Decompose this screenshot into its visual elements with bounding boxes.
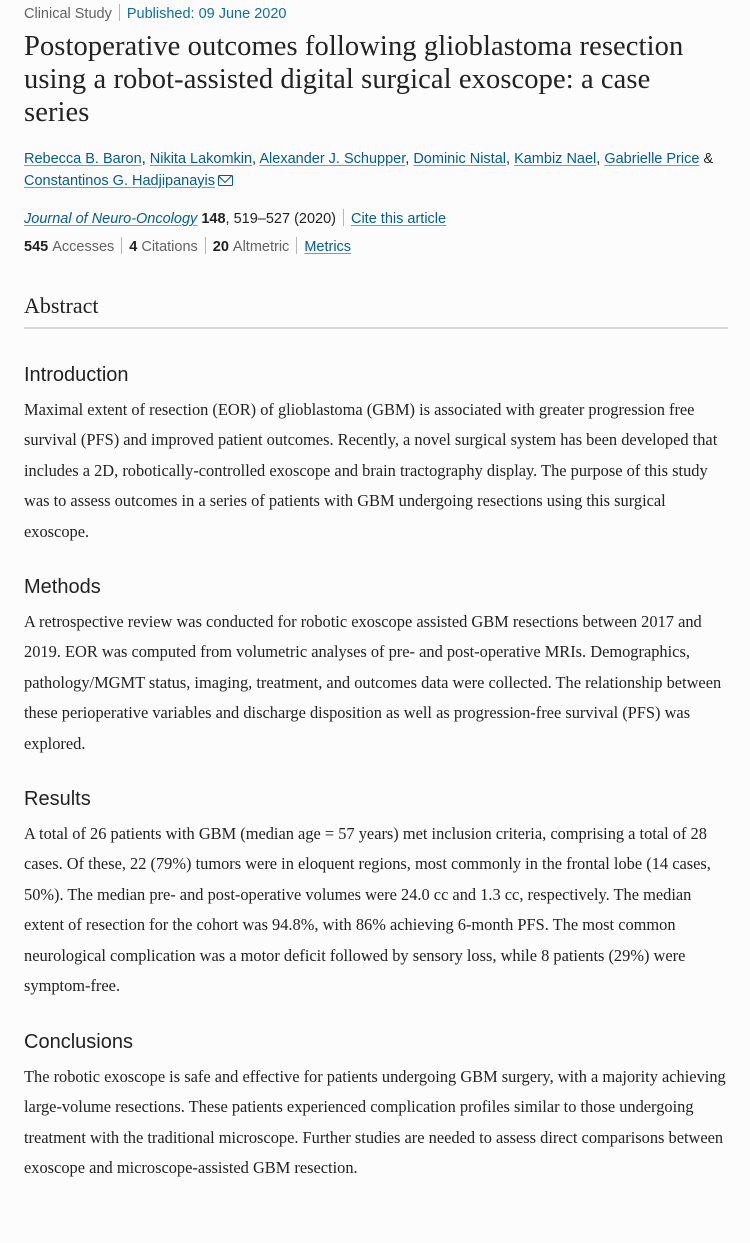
author-link[interactable]: Nikita Lakomkin — [149, 151, 253, 167]
divider — [119, 4, 120, 21]
accesses-label: Accesses — [52, 239, 115, 255]
email-icon[interactable] — [218, 175, 233, 186]
section-text: A total of 26 patients with GBM (median age = 57 years) met inclusion criteria, comprising a total of 28 cases. Of these, 22 (79%) tumors were in eloquent regions, most commonly in the frontal lobe (14 cases, 50%). The median pre- and post-operative volumes were 24.0 cc and 1.3 cc, respectively. The median extent of resection for the cohort was 94.8%, with 86% achieving 6-month PFS. The most common neurological complication was a motor deficit followed by sensory loss, while 8 patients (29%) were symptom-free. — [24, 824, 711, 996]
author-list — [24, 148, 724, 192]
divider — [121, 237, 122, 254]
author-separator: , — [596, 151, 605, 167]
section-heading: Conclusions — [24, 1031, 133, 1053]
citation-line — [24, 209, 446, 227]
section-text: A retrospective review was conducted for robotic exoscope assisted GBM resections between 2017 and 2019. EOR was computed from volumetric analyses of pre- and post-operative MRIs. Demographics, pathology/MGMT status, imaging, treatment, and outcomes data were collected. The relationship between these perioperative variables and discharge disposition as well as progression-free survival (PFS) was explored. — [24, 612, 722, 753]
divider — [205, 237, 206, 254]
author-link[interactable]: Rebecca B. Baron — [24, 151, 142, 167]
article-type: Clinical Study — [24, 6, 112, 22]
pages-year: , 519–527 (2020) — [225, 211, 336, 227]
abstract-section-methods — [24, 574, 728, 759]
altmetric-label: Altmetric — [232, 239, 290, 255]
article-title: Postoperative outcomes following glioblastoma resection using a robot-assisted digital surgical exoscope: a case series — [24, 31, 684, 128]
author-link[interactable]: Gabrielle Price — [604, 151, 700, 167]
accesses-count: 545 — [24, 239, 49, 255]
abstract-section-introduction — [24, 362, 728, 547]
section-text: The robotic exoscope is safe and effective for patients undergoing GBM surgery, with a majority achieving large-volume resections. These patients experienced complication profiles similar to those undergoing treatment with the traditional microscope. Further studies are needed to assess direct comparisons between exoscope and microscope-assisted GBM resection. — [24, 1067, 726, 1178]
abstract-heading: Abstract — [24, 293, 99, 318]
published-date: Published: 09 June 2020 — [126, 6, 287, 22]
section-heading: Methods — [24, 576, 101, 598]
cite-article-link[interactable]: Cite this article — [350, 211, 447, 227]
volume: 148 — [201, 211, 226, 227]
citations-count: 4 — [129, 239, 138, 255]
abstract-section-results — [24, 786, 728, 1001]
author-separator: , — [141, 151, 150, 167]
author-link-corresponding[interactable]: Constantinos G. Hadjipanayis — [24, 173, 216, 189]
article-stats — [24, 237, 351, 255]
author-link[interactable]: Kambiz Nael — [514, 151, 597, 167]
citations-label: Citations — [141, 239, 198, 255]
author-separator: , — [405, 151, 414, 167]
article-meta — [24, 4, 286, 22]
divider — [343, 209, 344, 226]
metrics-link[interactable]: Metrics — [304, 239, 352, 255]
author-separator: , — [252, 151, 260, 167]
section-heading: Introduction — [24, 364, 129, 386]
author-separator: & — [699, 151, 714, 167]
section-heading: Results — [24, 788, 91, 810]
altmetric-count: 20 — [212, 239, 229, 255]
divider — [296, 237, 297, 254]
section-text: Maximal extent of resection (EOR) of glioblastoma (GBM) is associated with greater progression free survival (PFS) and improved patient outcomes. Recently, a novel surgical system has been developed that includes a 2D, robotically-controlled exoscope and brain tractography display. The purpose of this study was to assess outcomes in a series of patients with GBM undergoing resections using this surgical exoscope. — [24, 400, 718, 541]
abstract-divider — [24, 327, 728, 329]
author-link[interactable]: Dominic Nistal — [413, 151, 506, 167]
journal-link[interactable]: Journal of Neuro-Oncology — [24, 211, 198, 227]
abstract-section-conclusions — [24, 1029, 728, 1184]
author-separator: , — [506, 151, 515, 167]
author-link[interactable]: Alexander J. Schupper — [259, 151, 406, 167]
